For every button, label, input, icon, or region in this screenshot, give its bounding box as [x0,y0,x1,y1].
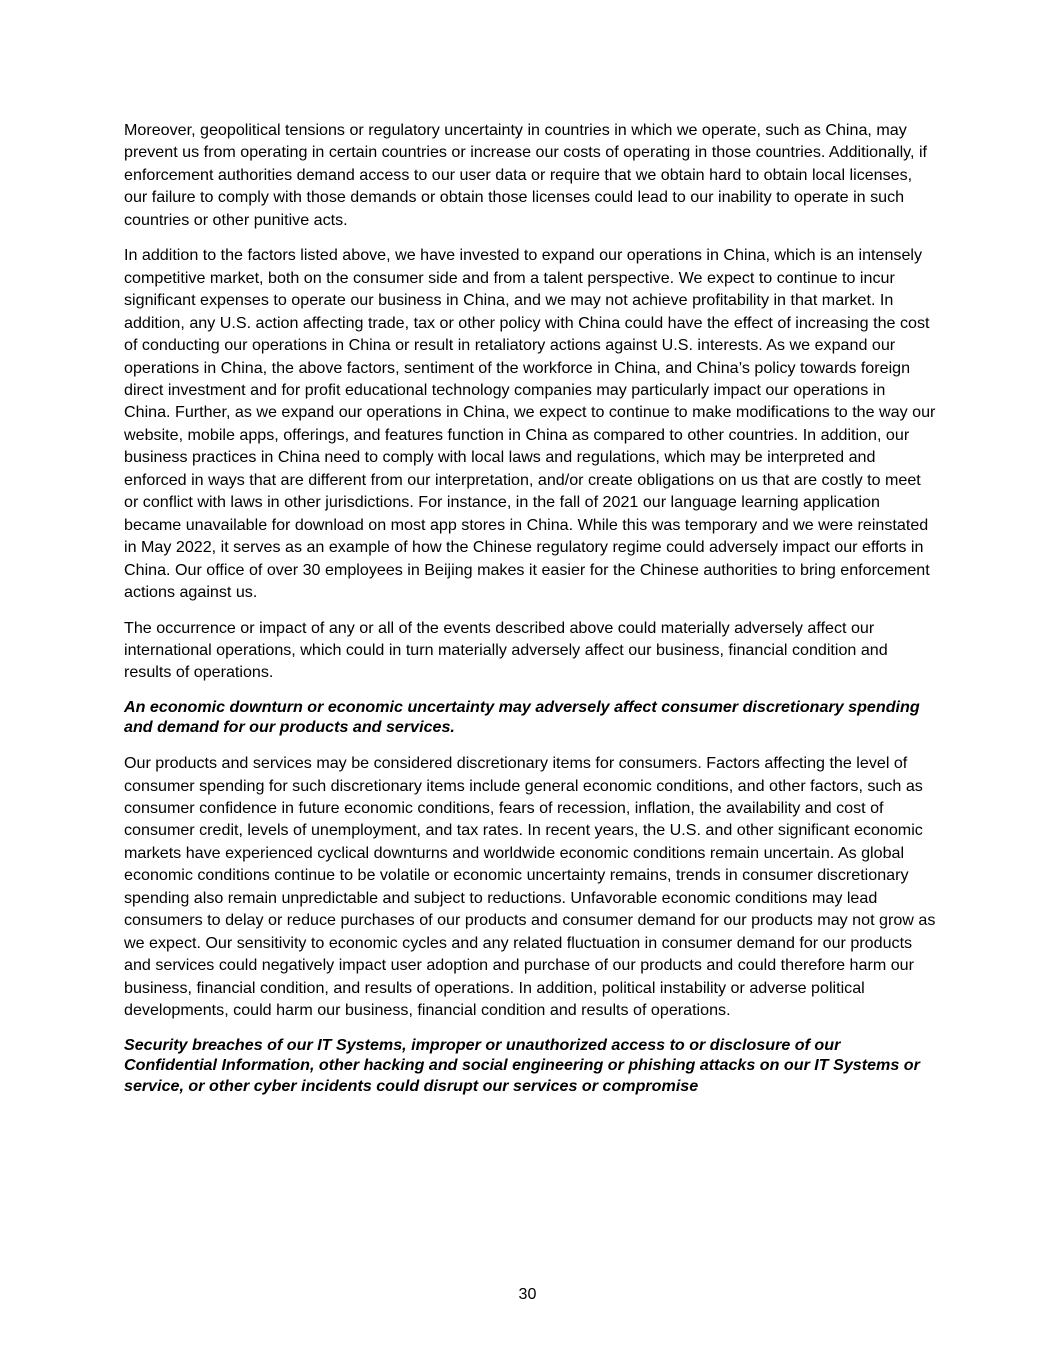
risk-heading-economic-downturn: An economic downturn or economic uncertainty may adversely affect consumer discretionary spending and demand for our products and services. [124,697,920,737]
paragraph-geopolitical-tensions: Moreover, geopolitical tensions or regulatory uncertainty in countries in which we operate, such as China, may prevent us from operating in certain countries or increase our costs of operating in those countries. Additionally, if enforcement authorities demand access to our user data or require that we obtain hard to obtain local licenses, our failure to comply with those demands or obtain those licenses could lead to our inability to operate in such countries or other punitive acts. [124,121,928,229]
page-number: 30 [518,1285,537,1303]
paragraph-china-operations: In addition to the factors listed above, we have invested to expand our operations in China, which is an intensely competitive market, both on the consumer side and from a talent perspective. We expect to continue to incur significant expenses to operate our business in China, and we may not achieve profitability in that market. In addition, any U.S. action affecting trade, tax or other policy with China could have the effect of increasing the cost of conducting our operations in China or result in retaliatory actions against U.S. interests. As we expand our operations in China, the above factors, sentiment of the workforce in China, and China’s policy towards foreign direct investment and for profit educational technology companies may particularly impact our operations in China. Further, as we expand our operations in China, we expect to continue to make modifications to the way our website, mobile apps, offerings, and features function in China as compared to other countries. In addition, our business practices in China need to comply with local laws and regulations, which may be interpreted and enforced in ways that are different from our interpretation, and/or create obligations on us that are costly to meet or conflict with laws in other jurisdictions. For instance, in the fall of 2021 our language learning application became unavailable for download on most app stores in China. While this was temporary and we were reinstated in May 2022, it serves as an example of how the Chinese regulatory regime could adversely impact our efforts in China. Our office of over 30 employees in Beijing makes it easier for the Chinese authorities to bring enforcement actions against us. [124,246,936,602]
paragraph-discretionary-spending: Our products and services may be considered discretionary items for consumers. Factors affecting the level of consumer spending for such discretionary items include general economic conditions, and other factors, such as consumer confidence in future economic conditions, fears of recession, inflation, the availability and cost of consumer credit, levels of unemployment, and tax rates. In recent years, the U.S. and other significant economic markets have experienced cyclical downturns and worldwide economic conditions remain uncertain. As global economic conditions continue to be volatile or economic uncertainty remains, trends in consumer discretionary spending also remain unpredictable and subject to reductions. Unfavorable economic conditions may lead consumers to delay or reduce purchases of our products and consumer demand for our products may not grow as we expect. Our sensitivity to economic cycles and any related fluctuation in consumer demand for our products and services could negatively impact user adoption and purchase of our products and could therefore harm our business, financial condition, and results of operations. In addition, political instability or adverse political developments, could harm our business, financial condition and results of operations. [124,754,936,1020]
document-body [124,119,936,1110]
risk-heading-security-breaches: Security breaches of our IT Systems, improper or unauthorized access to or disclosure of our Confidential Information, other hacking and social engineering or phishing attacks on our IT Systems or service, or other cyber incidents could disrupt our services or compromise [124,1035,920,1095]
paragraph-international-impact: The occurrence or impact of any or all of the events described above could materially adversely affect our international operations, which could in turn materially adversely affect our business, financial condition and results of operations. [124,618,888,682]
